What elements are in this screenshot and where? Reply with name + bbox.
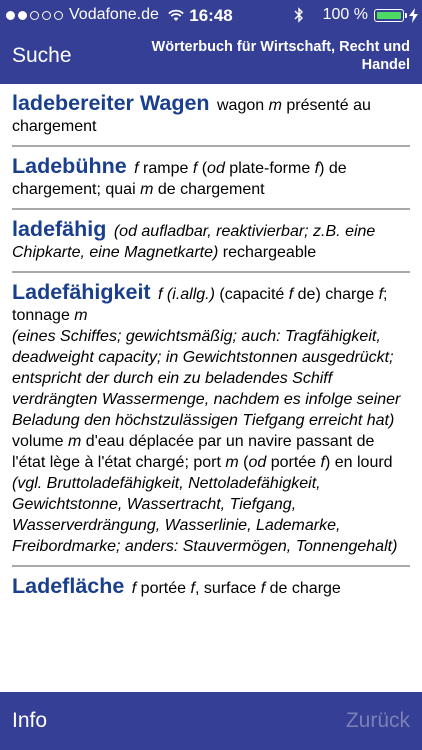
grammar-note: m [140, 181, 154, 198]
translation-text: portée [266, 454, 321, 471]
entry-headword: ladebereiter Wagen [12, 91, 210, 115]
entry-headword: Ladefähigkeit [12, 280, 151, 304]
grammar-note: f [260, 580, 266, 597]
grammar-note: f [190, 580, 195, 597]
clock: 16:48 [189, 6, 233, 25]
battery-icon [374, 9, 404, 22]
grammar-note: m [268, 97, 282, 114]
grammar-note: od [207, 160, 225, 177]
grammar-note: f [153, 286, 163, 303]
grammar-note: f [314, 160, 320, 177]
translation-text: ( [238, 454, 249, 471]
grammar-note: m [225, 454, 239, 471]
charging-bolt-icon [409, 8, 418, 23]
info-button[interactable]: Info [12, 709, 48, 732]
translation-text: ) de chargement; quai [12, 160, 347, 198]
bottom-toolbar [0, 692, 422, 750]
entry-headword: ladefähig [12, 217, 107, 241]
translation-text: de) charge [293, 286, 379, 303]
grammar-note: m [74, 307, 88, 324]
navigation-bar [0, 30, 422, 84]
dictionary-entry[interactable] [12, 84, 410, 147]
dictionary-entry[interactable] [12, 273, 410, 567]
carrier-name: Vodafone.de [69, 6, 159, 23]
translation-text: portée [136, 580, 191, 597]
translation-text: présenté au chargement [12, 97, 371, 135]
translation-text: rampe [138, 160, 193, 177]
translation-text: de charge [265, 580, 341, 597]
entry-headword: Ladefläche [12, 574, 125, 598]
dictionary-entry[interactable] [12, 147, 410, 210]
grammar-note: f [192, 160, 198, 177]
translation-text: ) en lourd [324, 454, 393, 471]
translation-text: d'eau déplacée par un navire passant de l'état lège à l'état chargé; port [12, 433, 375, 471]
dictionary-entry[interactable] [12, 567, 410, 607]
page-title: Wörterbuch für Wirtschaft, Recht und Handel [151, 39, 410, 73]
entry-list[interactable] [0, 84, 422, 692]
dictionary-entry[interactable] [12, 210, 410, 273]
grammar-note: f [129, 160, 139, 177]
grammar-note: f [378, 286, 384, 303]
bluetooth-icon [294, 7, 304, 23]
translation-text: ( [197, 160, 208, 177]
translation-text: wagon [212, 97, 269, 114]
grammar-note: (od aufladbar, reaktivierbar; z.B. eine Chipkarte, eine Magnetkarte) [12, 223, 376, 261]
grammar-note: f [320, 454, 325, 471]
translation-text: rechargeable [218, 244, 317, 261]
translation-text: (capacité [214, 286, 289, 303]
grammar-note: (vgl. Bruttoladefähigkeit, Nettoladefähigkeit, Gewichtstonne, Wassertracht, Tiefgang, Wasserverdrängung, Wasserlinie, Lademarke, Freibordmarke; anders: Stauvermögen, Tonnengehalt) [12, 475, 398, 555]
battery-tip [405, 13, 407, 18]
battery-percent: 100 % [322, 6, 368, 23]
grammar-note: (eines Schiffes; gewichtsmäßig; auch: Tragfähigkeit, deadweight capacity; in Gewichtstonnen ausgedrückt; entspricht der durch ein zu beladendes Schiff verdrängten Wassermenge, nachdem es infolge seiner Beladung den höchstzulässigen Tiefgang erreicht hat) [12, 328, 401, 429]
translation-text: volume [12, 433, 69, 450]
back-button[interactable]: Zurück [345, 709, 410, 732]
translation-text: de chargement [153, 181, 265, 198]
grammar-note: (i.allg.) [162, 286, 215, 303]
grammar-note: f [288, 286, 294, 303]
search-back-button[interactable]: Suche [12, 44, 72, 67]
grammar-note: od [248, 454, 267, 471]
grammar-note: f [127, 580, 137, 597]
entry-headword: Ladebühne [12, 154, 127, 178]
translation-text: , surface [194, 580, 261, 597]
translation-text: plate-forme [224, 160, 315, 177]
grammar-note: m [68, 433, 82, 450]
translation-text: ; tonnage [12, 286, 388, 324]
status-bar [0, 0, 422, 30]
